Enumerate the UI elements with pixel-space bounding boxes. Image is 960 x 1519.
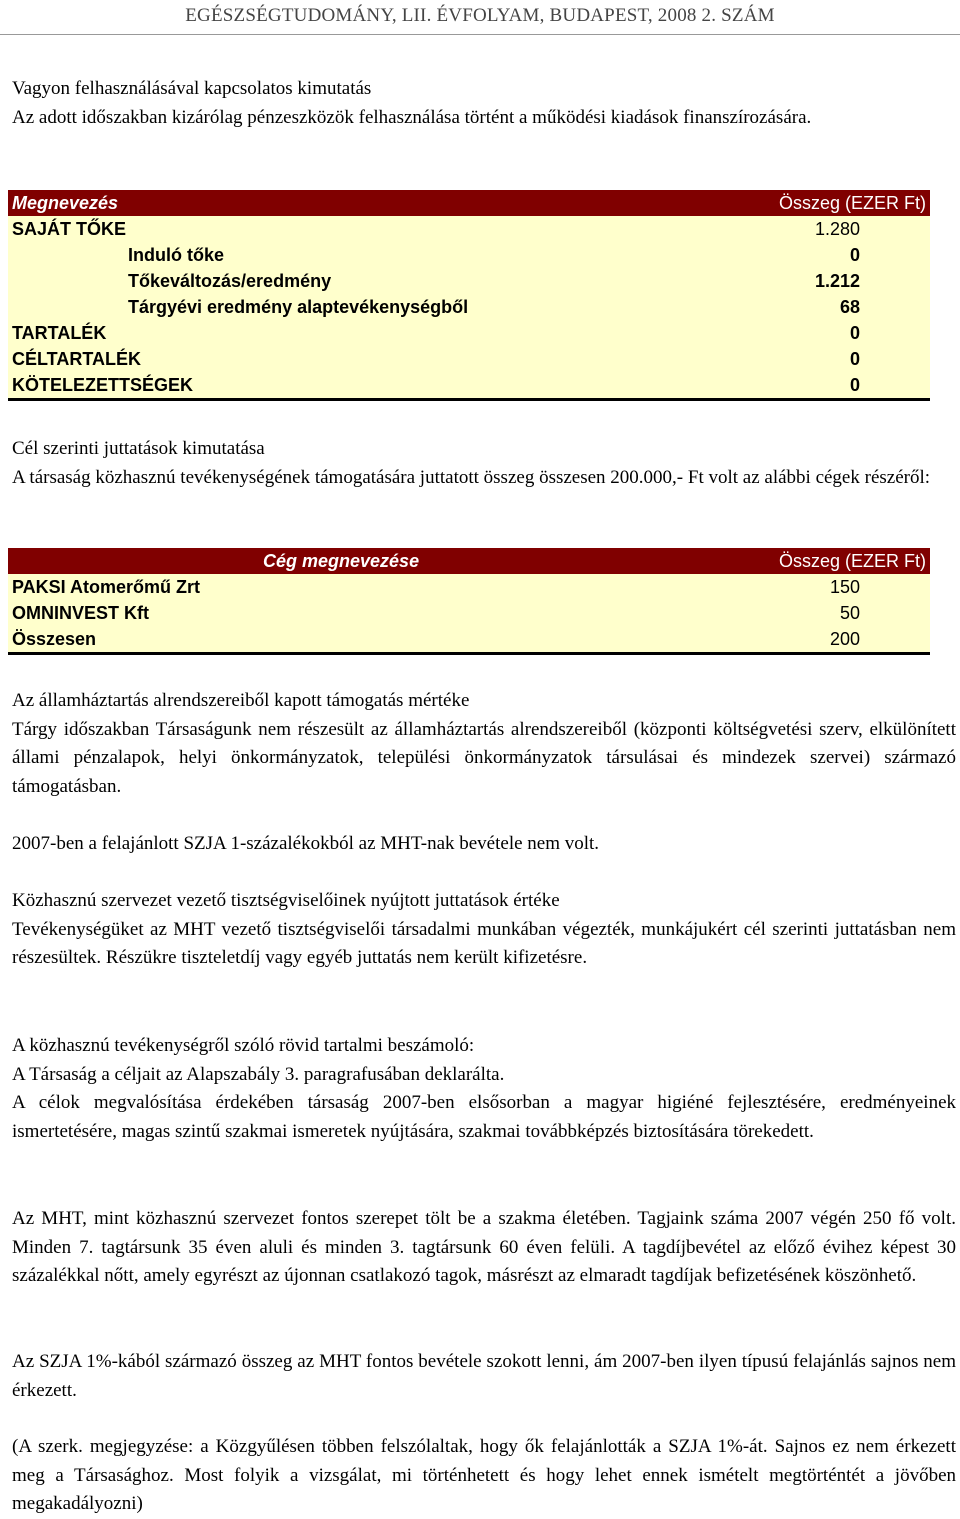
table-row	[8, 346, 930, 372]
table-header-row	[8, 548, 930, 574]
table-row	[8, 242, 930, 268]
row-value: 0	[699, 320, 930, 346]
column-header-amount: Összeg (EZER Ft)	[679, 548, 930, 574]
row-label: PAKSI Atomerőmű Zrt	[8, 574, 679, 600]
row-label: TARTALÉK	[8, 320, 699, 346]
row-label: KÖTELEZETTSÉGEK	[8, 372, 699, 400]
row-value: 68	[699, 294, 930, 320]
section-state-support	[12, 687, 956, 801]
header-divider	[0, 34, 960, 35]
column-header-name: Cég megnevezése	[8, 548, 679, 574]
section-membership	[12, 1205, 956, 1291]
row-value: 50	[679, 600, 930, 626]
section-text: Az MHT, mint közhasznú szervezet fontos szerepet tölt be a szakma életében. Tagjaink száma 2007 végén 250 fő volt. Minden 7. tagtársunk 35 éven aluli és minden 3. tagtársunk 60 éven felüli. A tagdíjbevétel az előző évihez képest 30 százalékkal nőtt, amely egyrészt az újonnan csatlakozó tagok, másrészt az elmaradt tagdíjak befizetésének köszönhető.	[12, 1208, 956, 1286]
column-header-amount: Összeg (EZER Ft)	[699, 190, 930, 216]
row-value: 0	[699, 242, 930, 268]
table-header-row	[8, 190, 930, 216]
section-asset-usage	[12, 75, 956, 132]
section-szja	[12, 830, 956, 859]
equity-table	[8, 190, 930, 401]
row-value: 150	[679, 574, 930, 600]
table-row	[8, 372, 930, 400]
section-title: A közhasznú tevékenységről szóló rövid tartalmi beszámoló:	[12, 1035, 475, 1056]
row-value: 0	[699, 372, 930, 400]
section-text: Az SZJA 1%-kából származó összeg az MHT fontos bevétele szokott lenni, ám 2007-ben ilyen típusú felajánlás sajnos nem érkezett.	[12, 1351, 956, 1401]
section-line: A Társaság a céljait az Alapszabály 3. paragrafusában deklarálta.	[12, 1063, 505, 1085]
section-text: A társaság közhasznú tevékenységének támogatására juttatott összeg összesen 200.000,- Ft volt az alábbi cégek részéről:	[12, 466, 931, 488]
section-title: Cél szerinti juttatások kimutatása	[12, 438, 265, 459]
column-header-name: Megnevezés	[8, 190, 699, 216]
row-label: SAJÁT TŐKE	[8, 216, 699, 242]
table-row	[8, 626, 930, 654]
table-row	[8, 600, 930, 626]
section-text: Tevékenységüket az MHT vezető tisztségviselői társadalmi munkában végezték, munkájukért cél szerinti juttatásban nem részesültek. Részükre tiszteletdíj vagy egyéb juttatás nem került kifizetésre.	[12, 918, 956, 968]
table-row	[8, 574, 930, 600]
row-value: 0	[699, 346, 930, 372]
section-activity-report	[12, 1032, 956, 1146]
row-value: 200	[679, 626, 930, 654]
section-title: Közhasznú szervezet vezető tisztségviselőinek nyújtott juttatások értéke	[12, 890, 560, 911]
section-text: Az adott időszakban kizárólag pénzeszközök felhasználása történt a működési kiadások finanszírozására.	[12, 106, 812, 128]
table-row	[8, 294, 930, 320]
section-text: (A szerk. megjegyzése: a Közgyűlésen többen felszólaltak, hogy ők felajánlották a SZJA 1%-át. Sajnos ez nem érkezett meg a Társasághoz. Most folyik a vizsgálat, mi történhetett és hogy lehet ennek ismételt megtörténtét a jövőben megakadályozni)	[12, 1436, 956, 1514]
section-grants	[12, 435, 956, 492]
row-label: Induló tőke	[8, 242, 699, 268]
row-value: 1.212	[699, 268, 930, 294]
row-label: CÉLTARTALÉK	[8, 346, 699, 372]
section-title: Vagyon felhasználásával kapcsolatos kimutatás	[12, 78, 372, 99]
table-row	[8, 216, 930, 242]
row-label: Tőkeváltozás/eredmény	[8, 268, 699, 294]
table-row	[8, 268, 930, 294]
editor-note	[12, 1433, 956, 1519]
table-row	[8, 320, 930, 346]
section-text: Tárgy időszakban Társaságunk nem részesült az államháztartás alrendszereiből (központi költségvetési szerv, elkülönített állami pénzalapok, helyi önkormányzatok, települési önkormányzatok társulásai és mindezek szervei) származó támogatásban.	[12, 718, 956, 797]
row-value: 1.280	[699, 216, 930, 242]
running-header: EGÉSZSÉGTUDOMÁNY, LII. ÉVFOLYAM, BUDAPEST, 2008 2. SZÁM	[185, 5, 775, 26]
section-text: 2007-ben a felajánlott SZJA 1-százalékokból az MHT-nak bevétele nem volt.	[12, 833, 600, 854]
section-text: A célok megvalósítása érdekében társaság 2007-ben elsősorban a magyar higiéné fejlesztésére, eredményeinek ismertetésére, magas szintű szakmai ismeretek nyújtására, szakmai továbbképzés biztosítására törekedett.	[12, 1092, 956, 1142]
row-label: Tárgyévi eredmény alaptevékenységből	[8, 294, 699, 320]
donor-table	[8, 548, 930, 655]
section-szja-income	[12, 1348, 956, 1405]
section-officer-benefits	[12, 887, 956, 973]
row-label: Összesen	[8, 626, 679, 654]
section-title: Az államháztartás alrendszereiből kapott támogatás mértéke	[12, 690, 470, 711]
row-label: OMNINVEST Kft	[8, 600, 679, 626]
